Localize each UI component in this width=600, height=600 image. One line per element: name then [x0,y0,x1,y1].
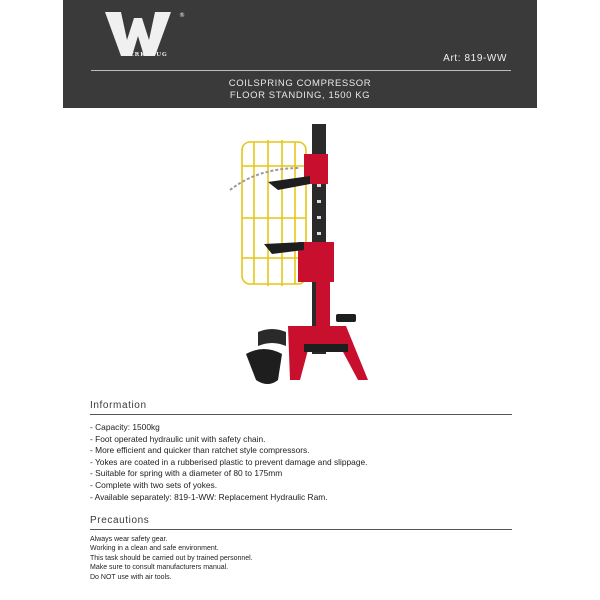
information-rule [90,414,512,415]
information-heading: Information [90,400,147,411]
information-item: - Capacity: 1500kg [90,422,160,432]
precautions-item: Do NOT use with air tools. [90,573,172,581]
information-item: - More efficient and quicker than ratchet style compressors. [90,445,310,456]
title-line-2: FLOOR STANDING, 1500 KG [229,90,371,101]
information-item: - Suitable for spring with a diameter of 80 to 175mm [90,468,283,479]
header-divider [91,70,511,71]
spare-yoke-1 [258,329,286,346]
header-banner [63,0,537,108]
base-frame [288,326,368,380]
base-plate [304,344,348,352]
coilspring-compressor-image [218,118,378,400]
information-item: - Foot operated hydraulic unit with safety chain. [90,433,266,444]
spare-yoke-2 [246,349,282,384]
precautions-rule [90,529,512,530]
information-item: - Available separately: 819-1-WW: Replacement Hydraulic Ram. [90,491,328,502]
precautions-item: Working in a clean and safe environment. [90,545,219,553]
product-title [63,78,537,102]
precautions-list [90,535,253,582]
foot-pedal [336,314,356,322]
article-number: Art: 819-WW [443,53,507,64]
precautions-item: This task should be carried out by trained personnel. [90,554,253,562]
title-line-1: COILSPRING COMPRESSOR [228,78,372,89]
precautions-item: Make sure to consult manufacturers manual. [90,564,229,572]
registered-mark: ® [179,12,185,19]
precautions-heading: Precautions [90,515,150,526]
safety-cage [242,140,306,286]
information-item: - Yokes are coated in a rubberised plastic to prevent damage and slippage. [90,456,368,467]
information-item: - Complete with two sets of yokes. [90,479,218,490]
brand-name: WERKZEUG [122,52,168,58]
upper-yoke [268,176,310,190]
information-list [90,422,368,503]
precautions-item: Always wear safety gear. [90,536,168,543]
